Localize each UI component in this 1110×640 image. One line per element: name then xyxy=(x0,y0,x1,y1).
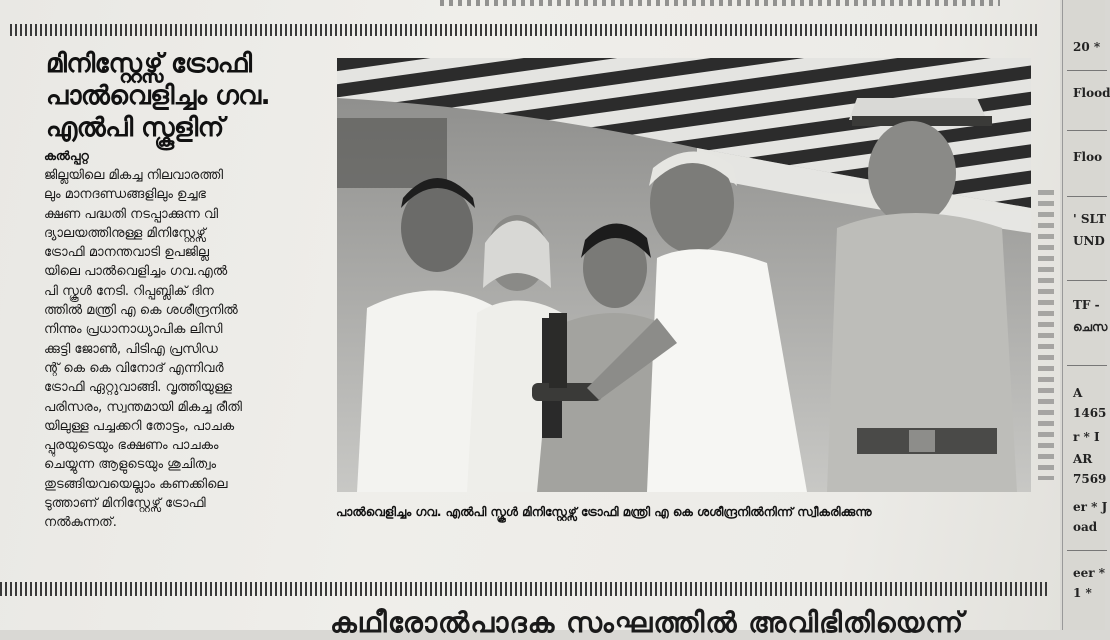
body-line: നൽകുന്നത്. xyxy=(44,515,117,531)
next-article-headline: കഥീരോൽപാദക സംഘത്തിൽ അവിഭിതിയെന്ന് xyxy=(330,606,965,639)
dateline: കൽപ്പറ്റ xyxy=(44,148,89,163)
body-line: ത്തിൽ മന്ത്രി എ കെ ശശീന്ദ്രനിൽ xyxy=(44,303,238,319)
photo-illustration xyxy=(337,58,1031,492)
side-fragment: TF - xyxy=(1073,298,1100,312)
headline-line: മിനിസ്റ്റേഴ്സ് ട്രോഫി xyxy=(46,49,252,79)
body-line: തുടങ്ങിയവയെല്ലാം കണക്കിലെ xyxy=(44,476,228,492)
headline-line: പാൽവെളിച്ചം ഗവ. xyxy=(46,81,270,111)
side-fragment: eer * xyxy=(1073,566,1106,580)
side-fragment: ചെസ xyxy=(1073,320,1108,334)
article-body xyxy=(44,166,306,533)
news-photo xyxy=(337,58,1031,492)
body-line: പി സ്കൂൾ നേടി. റിപ്പബ്ലിക് ദിന xyxy=(44,283,214,299)
bottom-dotted-rule xyxy=(0,582,1050,596)
photo-caption: പാൽവെളിച്ചം ഗവ. എൽപി സ്കൂൾ മിനിസ്റ്റേഴ്സ് ട്രോഫി മന്ത്രി എ കെ ശശീന്ദ്രനിൽനിന്ന് സ്വീകരിക്കുന്നു xyxy=(336,505,872,519)
body-line: ക്ഷണ പദ്ധതി നടപ്പാക്കുന്ന വി xyxy=(44,206,219,222)
side-fragment: ' SLT xyxy=(1073,212,1106,226)
side-fragment: A xyxy=(1073,386,1083,400)
body-line: പ്പുരയുടെയും ഭക്ഷണം പാചകം xyxy=(44,438,219,454)
adjacent-page-column xyxy=(1062,0,1110,630)
article-headline xyxy=(46,48,306,144)
headline-line: എൽപി സ്കൂളിന് xyxy=(46,113,224,143)
side-fragment: 1 * xyxy=(1073,586,1092,600)
body-line: ദ്യാലയത്തിനുള്ള മിനിസ്റ്റേഴ്സ് xyxy=(44,225,206,241)
side-fragment: Flood xyxy=(1073,86,1110,100)
body-line: ക്കുട്ടി ജോൺ, പിടിഎ പ്രസിഡ xyxy=(44,341,218,357)
body-line: ട്രോഫി മാനന്തവാടി ഉപജില്ല xyxy=(44,245,210,261)
side-fragment: r * I xyxy=(1073,430,1100,444)
margin-text-fragment xyxy=(1038,190,1054,480)
side-fragment: Floo xyxy=(1073,150,1103,164)
body-line: ടുത്താണ് മിനിസ്റ്റേഴ്സ് ട്രോഫി xyxy=(44,496,206,512)
body-line: ട്രോഫി ഏറ്റുവാങ്ങി. വൃത്തിയുള്ള xyxy=(44,380,232,396)
body-line: ജില്ലയിലെ മികച്ച നിലവാരത്തി xyxy=(44,168,224,183)
body-line: ലും മാനദണ്ഡങ്ങളിലും ഉച്ചഭ xyxy=(44,187,206,203)
side-fragment: 7569 xyxy=(1073,472,1107,486)
side-fragment: AR xyxy=(1073,452,1093,466)
body-line: യിലെ പാൽവെളിച്ചം ഗവ.എൽ xyxy=(44,264,228,280)
body-line: പരിസരം, സ്വന്തമായി മികച്ച രീതി xyxy=(44,399,242,415)
top-dotted-rule xyxy=(10,24,1040,36)
body-line: ന്റ് കെ കെ വിനോദ് എന്നിവർ xyxy=(44,360,224,376)
side-fragment: UND xyxy=(1073,234,1105,248)
body-line: നിന്നും പ്രധാനാധ്യാപിക ലിസി xyxy=(44,322,223,338)
side-fragment: 20 * xyxy=(1073,40,1101,54)
side-fragment: 1465 xyxy=(1073,406,1107,420)
body-line: ചെയ്യുന്ന ആളുടെയും ശുചിത്വം xyxy=(44,457,217,473)
side-fragment: er * J xyxy=(1073,500,1108,514)
body-line: യിലുള്ള പച്ചക്കറി തോട്ടം, പാചക xyxy=(44,418,235,434)
side-fragment: oad xyxy=(1073,520,1098,534)
previous-article-fragment xyxy=(440,0,1000,6)
